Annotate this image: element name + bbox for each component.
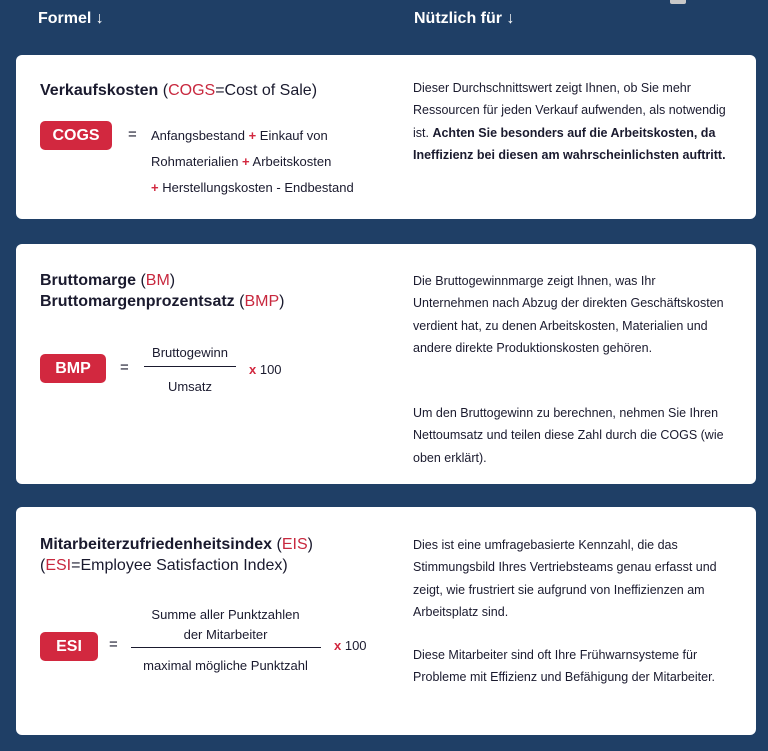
fraction-numerator: Summe aller Punktzahlen [151,607,300,622]
formula-line: + Herstellungskosten - Endbestand [151,180,354,195]
card-title: Bruttomarge (BM) [40,272,176,289]
card-description: Dieser Durchschnittswert zeigt Ihnen, ob Sie mehr Ressourcen für jeden Verkauf aufwenden, als notwendig ist. Achten Sie besonders auf die Arbeitskosten, da Ineffizienz bei diesen am wahrscheinlichsten auftritt. [413,81,726,162]
multiplier: x 100 [334,638,367,653]
equals-sign: = [120,359,129,376]
formula-line: Rohmaterialien + Arbeitskosten [151,154,332,169]
card-description: Dies ist eine umfragebasierte Kennzahl, die das Stimmungsbild Ihres Vertriebsteams genau erfasst und zeigt, wie frustriert sie aufgrund von Ineffizienzen am Arbeitsplatz sind. [413,538,717,619]
card-description-2: Diese Mitarbeiter sind oft Ihre Frühwarnsysteme für Probleme mit Effizienz und Befähigung der Mitarbeiter. [413,648,716,685]
fraction-denominator: Umsatz [167,379,213,394]
column-header [0,0,768,40]
card-subtitle: (ESI=Employee Satisfaction Index) [40,557,288,574]
fraction-denominator: maximal mögliche Punktzahl [143,658,308,673]
card-esi [16,507,756,735]
fraction-numerator-2: der Mitarbeiter [183,627,268,642]
card-description-2: Um den Bruttogewinn zu berechnen, nehmen Sie Ihren Nettoumsatz und teilen diese Zahl durch die COGS (wie oben erklärt). [413,406,724,465]
card-subtitle: Bruttomargenprozentsatz (BMP) [40,293,285,310]
title-main: Verkaufskosten [40,82,159,99]
fraction-numerator: Bruttogewinn [152,345,228,360]
card-title: Mitarbeiterzufriedenheitsindex (EIS) [40,536,313,553]
fraction-line [131,647,321,648]
card-cogs [16,55,756,219]
header-formula: Formel ↓ [38,10,104,27]
title-abbr: COGS [168,82,216,99]
formula-line: Anfangsbestand + Einkauf von [151,128,328,143]
title-rest: =Cost of Sale) [215,82,318,99]
multiplier: x 100 [249,362,282,377]
card-bmp [16,244,756,484]
equals-sign: = [128,126,137,143]
formula-pill: ESI [40,632,98,661]
fraction-line [144,366,236,367]
card-title [40,80,317,101]
header-useful-for: Nützlich für ↓ [414,10,515,27]
card-description: Die Bruttogewinnmarge zeigt Ihnen, was Ihr Unternehmen nach Abzug der direkten Geschäftskosten verdient hat, zu denen Arbeitskosten, Materialien und andere direkte Produktionskosten gehören. [413,274,724,355]
equals-sign: = [109,636,118,653]
formula-pill: BMP [40,354,106,383]
title-open: ( [158,82,169,99]
formula-pill: COGS [40,121,112,150]
